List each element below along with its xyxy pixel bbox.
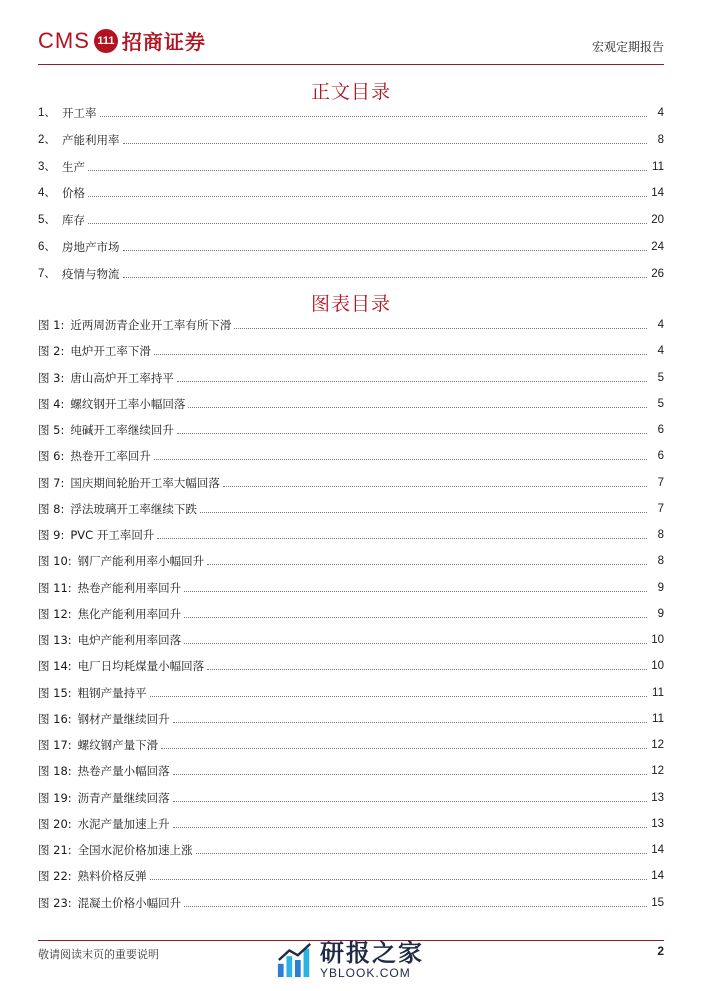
toc-entry-number: 7、 bbox=[38, 267, 56, 280]
figure-entry-page: 14 bbox=[651, 870, 664, 883]
logo-mark-text: 111 bbox=[97, 34, 115, 47]
figure-entry[interactable] bbox=[38, 522, 664, 542]
figure-entry-number: 图 17: bbox=[38, 738, 72, 752]
logo-mark-icon bbox=[94, 29, 118, 53]
figure-entry[interactable] bbox=[38, 653, 664, 673]
figure-leader-dots bbox=[196, 852, 647, 854]
figure-entry-label: 电炉产能利用率回落 bbox=[77, 633, 182, 647]
figure-entry[interactable] bbox=[38, 785, 664, 805]
logo-company-name: 招商证券 bbox=[121, 30, 206, 54]
figure-entry-page: 12 bbox=[651, 739, 664, 751]
figure-entry-label: 电炉开工率下滑 bbox=[70, 344, 151, 359]
figure-leader-dots bbox=[173, 826, 647, 828]
toc-entry-number: 3、 bbox=[38, 160, 56, 173]
figure-entry-number: 图 10: bbox=[38, 554, 72, 569]
figure-entry-page: 9 bbox=[657, 581, 664, 594]
figure-leader-dots bbox=[173, 721, 647, 723]
figures-title: 图表目录 bbox=[310, 293, 391, 315]
report-type: 宏观定期报告 bbox=[591, 40, 664, 54]
toc-entry-number: 1、 bbox=[38, 107, 56, 119]
figure-leader-dots bbox=[154, 458, 647, 460]
figure-entry[interactable] bbox=[38, 837, 664, 857]
figure-entry-number: 图 11: bbox=[38, 580, 72, 595]
figure-leader-dots bbox=[207, 563, 647, 565]
figure-entry-number: 图 4: bbox=[38, 396, 65, 411]
figure-leader-dots bbox=[150, 695, 647, 697]
figure-entry-page: 10 bbox=[651, 634, 664, 646]
figure-entry[interactable] bbox=[38, 627, 664, 647]
toc-entry-number: 5、 bbox=[38, 214, 56, 227]
figure-entry[interactable] bbox=[38, 548, 664, 568]
figure-entry-number: 图 13: bbox=[38, 633, 72, 647]
figure-leader-dots bbox=[177, 380, 647, 382]
figure-entry-number: 图 22: bbox=[38, 869, 72, 884]
toc-entry[interactable] bbox=[38, 127, 664, 147]
toc-entry-number: 6、 bbox=[38, 241, 56, 253]
figure-entry-page: 4 bbox=[657, 319, 664, 331]
figure-entry-label: 近两周沥青企业开工率有所下滑 bbox=[70, 318, 232, 332]
toc-entry[interactable] bbox=[38, 261, 664, 281]
figure-leader-dots bbox=[150, 878, 647, 880]
figure-leader-dots bbox=[173, 800, 647, 802]
toc-entry-page: 14 bbox=[651, 187, 664, 200]
figure-entry-number: 图 19: bbox=[38, 790, 72, 805]
figure-entry-page: 13 bbox=[651, 817, 664, 830]
figure-entry[interactable] bbox=[38, 391, 664, 411]
figure-entry-label: 热卷产量小幅回落 bbox=[77, 764, 170, 779]
toc-leader-dots bbox=[123, 142, 648, 144]
figure-entry-page: 7 bbox=[657, 502, 664, 515]
figure-entry-page: 8 bbox=[657, 529, 664, 541]
figure-entry-page: 5 bbox=[657, 397, 664, 410]
figure-entry[interactable] bbox=[38, 417, 664, 437]
figure-entry[interactable] bbox=[38, 890, 664, 910]
figure-entry-number: 图 23: bbox=[38, 895, 72, 910]
page-number: 2 bbox=[657, 944, 664, 958]
figure-entry-label: 电厂日均耗煤量小幅回落 bbox=[77, 659, 205, 674]
figure-entry-number: 图 8: bbox=[38, 501, 65, 516]
figure-entry[interactable] bbox=[38, 443, 664, 463]
figure-entry-page: 12 bbox=[651, 765, 664, 778]
figure-entry-number: 图 14: bbox=[38, 659, 72, 674]
figure-entry-number: 图 21: bbox=[38, 843, 72, 857]
figure-entry-label: 钢厂产能利用率小幅回升 bbox=[77, 554, 205, 569]
figure-entry[interactable] bbox=[38, 601, 664, 621]
figure-entry-page: 4 bbox=[657, 345, 664, 358]
figure-entry-page: 14 bbox=[651, 844, 664, 856]
figure-entry-number: 图 20: bbox=[38, 816, 72, 831]
figure-entry-label: 混凝土价格小幅回升 bbox=[77, 895, 182, 910]
page-header bbox=[38, 22, 664, 65]
figure-entry[interactable] bbox=[38, 338, 664, 358]
toc-leader-dots bbox=[88, 195, 647, 197]
figure-leader-dots bbox=[184, 642, 647, 644]
figure-entry[interactable] bbox=[38, 680, 664, 700]
figure-leader-dots bbox=[188, 406, 647, 408]
figure-leader-dots bbox=[200, 511, 647, 513]
figure-entry-number: 图 16: bbox=[38, 711, 72, 726]
watermark-name: 研报之家 bbox=[320, 939, 424, 967]
figure-leader-dots bbox=[207, 668, 647, 670]
toc-entry-label: 房地产市场 bbox=[62, 240, 120, 254]
watermark-url: YBLOOK.COM bbox=[320, 966, 411, 980]
figure-entry-page: 6 bbox=[657, 450, 664, 463]
toc-entry-number: 4、 bbox=[38, 187, 56, 200]
figure-entry[interactable] bbox=[38, 706, 664, 726]
figure-leader-dots bbox=[157, 537, 647, 539]
cms-logo bbox=[38, 26, 206, 55]
figure-entry-number: 图 2: bbox=[38, 344, 65, 359]
toc-entry[interactable] bbox=[38, 234, 664, 254]
toc-entry-page: 20 bbox=[651, 214, 664, 227]
figure-entry-page: 11 bbox=[652, 712, 664, 725]
toc-entry-page: 26 bbox=[651, 267, 664, 280]
figure-entry[interactable] bbox=[38, 863, 664, 883]
figure-entry-label: 熟料价格反弹 bbox=[77, 869, 147, 884]
figure-entry-page: 8 bbox=[657, 555, 664, 568]
toc-leader-dots bbox=[88, 222, 647, 224]
figure-entry-page: 7 bbox=[657, 476, 664, 489]
toc-leader-dots bbox=[88, 169, 647, 171]
toc-entry-page: 11 bbox=[652, 160, 664, 173]
figure-entry[interactable] bbox=[38, 811, 664, 831]
footer-notice: 敬请阅读末页的重要说明 bbox=[38, 948, 159, 961]
watermark-text bbox=[320, 940, 424, 980]
figure-entry-number: 图 1: bbox=[38, 318, 65, 332]
figure-entry-label: 沥青产量继续回落 bbox=[77, 790, 170, 805]
figure-entry-label: 粗钢产量持平 bbox=[77, 685, 147, 700]
logo-cms-text: CMS bbox=[38, 27, 90, 53]
toc-title: 正文目录 bbox=[310, 81, 391, 103]
figure-leader-dots bbox=[184, 905, 647, 907]
figure-leader-dots bbox=[161, 747, 647, 749]
figure-leader-dots bbox=[184, 590, 647, 592]
toc-entry-number: 2、 bbox=[38, 133, 56, 146]
figure-entry[interactable] bbox=[38, 312, 664, 332]
figure-entry-page: 9 bbox=[657, 607, 664, 620]
figure-entry-label: 国庆期间轮胎开工率大幅回落 bbox=[70, 475, 220, 490]
toc-leader-dots bbox=[123, 249, 648, 251]
figure-entry[interactable] bbox=[38, 470, 664, 490]
figure-entry-label: 热卷产能利用率回升 bbox=[77, 580, 182, 595]
figure-entry-label: 钢材产量继续回升 bbox=[77, 711, 170, 726]
figure-entry-page: 5 bbox=[657, 371, 664, 384]
figure-entry-page: 11 bbox=[652, 686, 664, 699]
toc-leader-dots bbox=[123, 276, 648, 278]
figure-entry-page: 15 bbox=[651, 896, 664, 909]
toc-entry-label: 产能利用率 bbox=[62, 132, 120, 147]
figure-entry-label: 螺纹钢开工率小幅回落 bbox=[70, 396, 186, 411]
figure-entry[interactable] bbox=[38, 575, 664, 595]
toc-entry-page: 24 bbox=[651, 241, 664, 253]
figure-entry-label: 全国水泥价格加速上涨 bbox=[77, 843, 193, 857]
figure-entry-number: 图 3: bbox=[38, 370, 65, 385]
toc-entry-label: 库存 bbox=[62, 213, 85, 228]
figure-entry-number: 图 5: bbox=[38, 423, 65, 437]
toc-entry-label: 价格 bbox=[62, 186, 85, 201]
figure-entry-label: 螺纹钢产量下滑 bbox=[77, 738, 159, 752]
figure-entry-label: 焦化产能利用率回升 bbox=[77, 606, 182, 621]
toc-entry[interactable] bbox=[38, 207, 664, 227]
toc-entry-page: 8 bbox=[657, 133, 664, 146]
toc-entry[interactable] bbox=[38, 154, 664, 174]
toc-entry[interactable] bbox=[38, 100, 664, 120]
figure-entry-label: 水泥产量加速上升 bbox=[77, 816, 170, 831]
figure-entry-number: 图 6: bbox=[38, 449, 65, 464]
toc-entry-label: 开工率 bbox=[62, 106, 97, 120]
figure-entry-page: 6 bbox=[657, 424, 664, 436]
figure-leader-dots bbox=[154, 353, 647, 355]
figure-entry-label: PVC 开工率回升 bbox=[70, 528, 155, 542]
figure-entry-number: 图 15: bbox=[38, 685, 72, 700]
figure-entry-label: 纯碱开工率继续回升 bbox=[70, 423, 174, 437]
figure-leader-dots bbox=[173, 773, 647, 775]
watermark bbox=[276, 940, 424, 980]
figure-entry-label: 唐山高炉开工率持平 bbox=[70, 370, 174, 385]
toc-entry-label: 生产 bbox=[62, 159, 85, 174]
figure-entry-page: 10 bbox=[651, 660, 664, 673]
figure-leader-dots bbox=[184, 616, 647, 618]
figure-entry-label: 热卷开工率回升 bbox=[70, 449, 151, 464]
toc-entry-label: 疫情与物流 bbox=[62, 266, 120, 281]
figure-entry[interactable] bbox=[38, 496, 664, 516]
figure-entry[interactable] bbox=[38, 758, 664, 778]
figure-entry-number: 图 12: bbox=[38, 606, 72, 621]
toc-entry[interactable] bbox=[38, 180, 664, 200]
figure-leader-dots bbox=[234, 327, 647, 329]
figure-entry-number: 图 18: bbox=[38, 764, 72, 779]
toc-entry-page: 4 bbox=[657, 107, 664, 119]
figure-entry-number: 图 9: bbox=[38, 528, 65, 542]
figure-entry-number: 图 7: bbox=[38, 475, 65, 490]
toc-leader-dots bbox=[100, 115, 648, 117]
figure-leader-dots bbox=[177, 432, 647, 434]
figure-entry[interactable] bbox=[38, 732, 664, 752]
figure-leader-dots bbox=[223, 485, 647, 487]
figure-entry-label: 浮法玻璃开工率继续下跌 bbox=[70, 501, 197, 516]
watermark-chart-icon bbox=[276, 941, 314, 979]
figure-entry-page: 13 bbox=[651, 791, 664, 804]
figure-entry[interactable] bbox=[38, 365, 664, 385]
